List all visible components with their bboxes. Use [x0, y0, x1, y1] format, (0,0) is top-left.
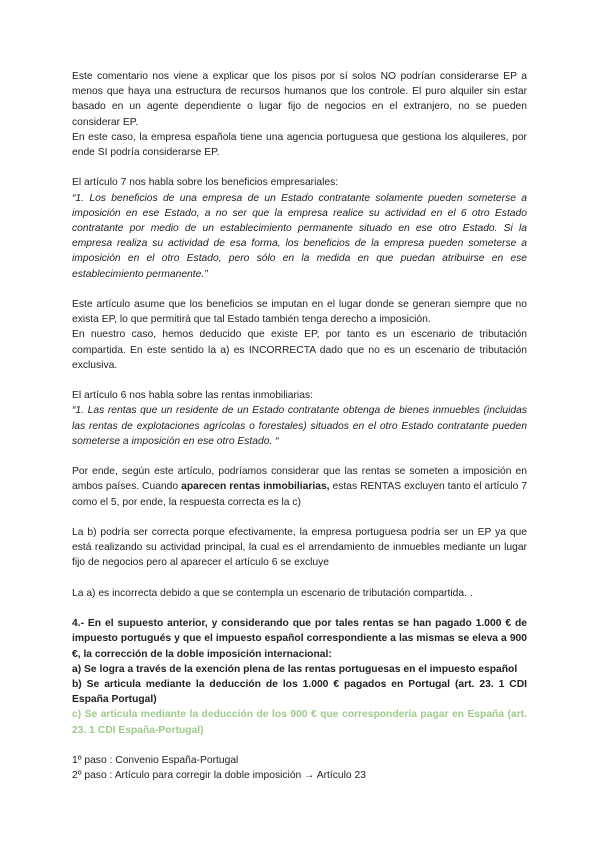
paragraph-option-a: La a) es incorrecta debido a que se contempla un escenario de tributación compartida. . [72, 587, 473, 599]
article-6-intro: El artículo 6 nos habla sobre las rentas inmobiliarias: [72, 390, 313, 402]
paragraph-option-b: La b) podría ser correcta porque efectivamente, la empresa portuguesa podría ser un EP ya que está realizando su actividad principal, la cual es el arrendamiento de inmuebles mediante un lugar fijo de negocios pero al aparecer el artículo 6 se excluye [72, 527, 527, 569]
paragraph-conclusion [72, 464, 527, 510]
conclusion-bold: aparecen rentas inmobiliarias, [181, 481, 330, 493]
paragraph-article-assumption: Este artículo asume que los beneficios se imputan en el lugar donde se generan siempre que no exista EP, lo que permitirá que tal Estado también tenga derecho a imposición. [72, 299, 527, 326]
question-4: 4.- En el supuesto anterior, y considerando que por tales rentas se han pagado 1.000 € de impuesto portugués y que el impuesto español correspondiente a las mismas se eleva a 900 €, la corrección de la doble imposición internacional: [72, 618, 527, 660]
answer-option-c: c) Se articula mediante la deducción de los 900 € que correspondería pagar en España (art. 23. 1 CDI España-Portugal) [72, 709, 527, 736]
paragraph-ep-comment: Este comentario nos viene a explicar que los pisos por sí solos NO podrían considerarse EP a menos que haya una estructura de recursos humanos que los controle. El puro alquiler sin estar basado en un agente dependiente o lugar fijo de negocios en el extranjero, no se pueden considerar EP. [72, 71, 527, 128]
article-6-quote: “1. Las rentas que un residente de un Estado contratante obtenga de bienes inmuebles (incluidas las rentas de explotaciones agrícolas o forestales) situados en el otro Estado contratante pueden someterse a imposición en ese otro Estado. “ [72, 405, 527, 447]
answer-option-a: a) Se logra a través de la exención plena de las rentas portuguesas en el impuesto español [72, 663, 518, 675]
paragraph-our-case: En nuestro caso, hemos deducido que existe EP, por tanto es un escenario de tributación compartida. En este sentido la a) es INCORRECTA dado que no es un escenario de tributación exclusiva. [72, 329, 527, 371]
article-7-quote: “1. Los beneficios de una empresa de un Estado contratante solamente pueden someterse a imposición en ese Estado, a no ser que la empresa realice su actividad en el 6 otro Estado contratante por medio de un establecimiento permanente situado en ese otro Estado. Si la empresa realiza su actividad de esa forma, los beneficios de la empresa pueden someterse a imposición en el otro Estado, pero sólo en la medida en que puedan atribuirse en ese establecimiento permanente.” [72, 192, 527, 280]
answer-option-b: b) Se articula mediante la deducción de los 1.000 € pagados en Portugal (art. 23. 1 CDI España Portugal) [72, 679, 527, 706]
step-2: 2º paso : Artículo para corregir la doble imposición → Artículo 23 [72, 770, 366, 782]
paragraph-case: En este caso, la empresa española tiene una agencia portuguesa que gestiona los alquileres, por ende SI podría considerarse EP. [72, 131, 527, 159]
document-page [72, 69, 527, 783]
article-7-intro: El artículo 7 nos habla sobre los beneficios empresariales: [72, 177, 339, 189]
conclusion-text-1: Por ende, según este artículo, podríamos considerar que las rentas se someten a imposición en ambos países. Cuando [72, 466, 527, 493]
step-1: 1º paso : Convenio España-Portugal [72, 755, 239, 767]
conclusion-text-2: estas RENTAS excluyen tanto el artículo 7 como el 5, por ende, la respuesta correcta es la c) [72, 481, 527, 508]
